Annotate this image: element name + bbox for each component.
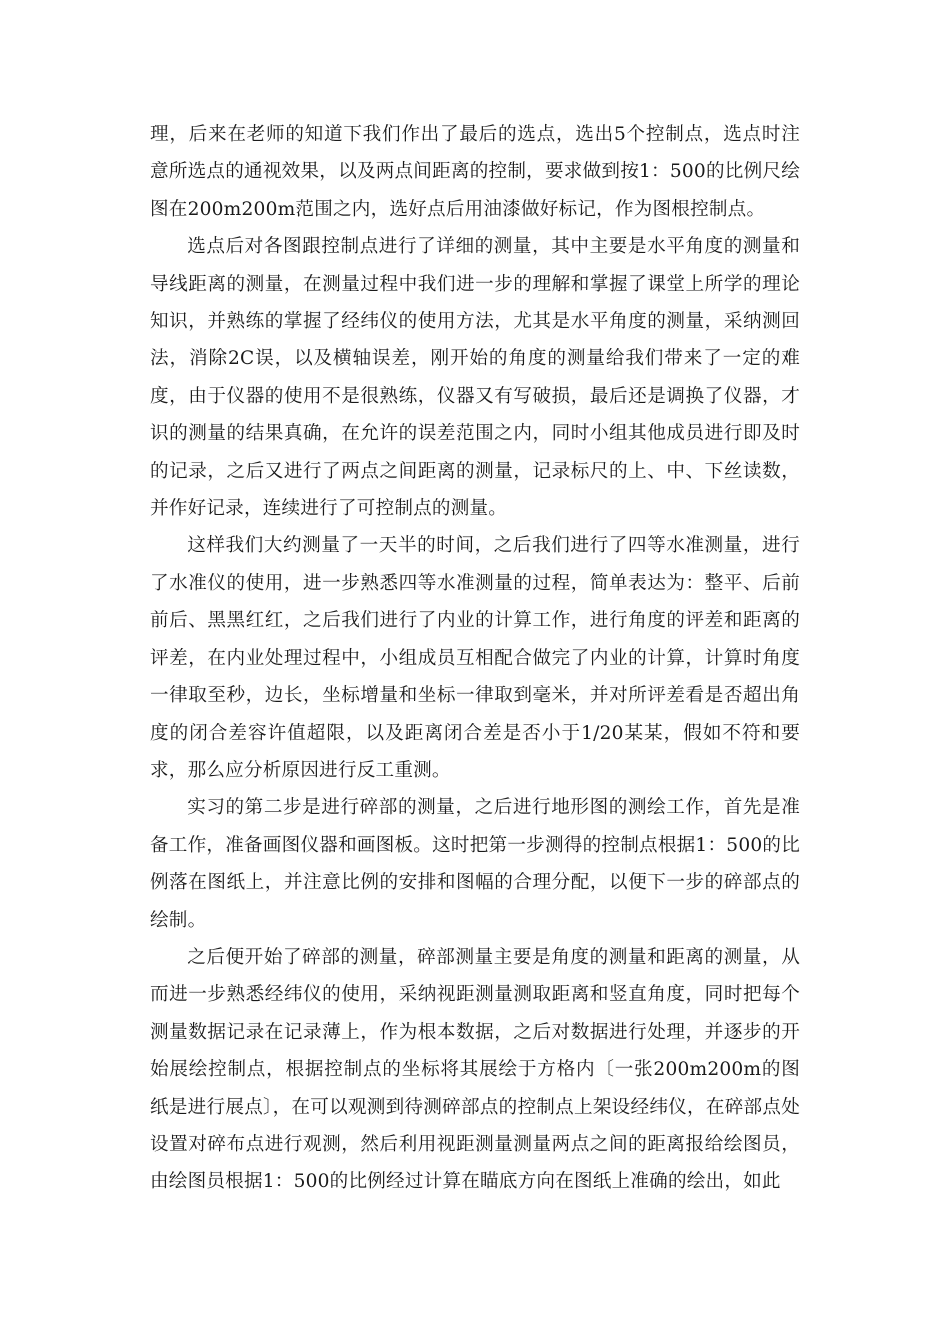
paragraph-3: 这样我们大约测量了一天半的时间，之后我们进行了四等水准测量，进行了水准仪的使用，进一步熟悉四等水准测量的过程，简单表达为：整平、后前前后、黑黑红红，之后我们进行了内业的计算工作，进行角度的评差和距离的评差，在内业处理过程中，小组成员互相配合做完了内业的计算，计算时角度一律取至秒，边长，坐标增量和坐标一律取到毫米，并对所评差看是否超出角度的闭合差容许值超限，以及距离闭合差是否小于1/20某某，假如不符和要求，那么应分析原因进行反工重测。: [150, 535, 800, 781]
paragraph-1: 理，后来在老师的知道下我们作出了最后的选点，选出5个控制点，选点时注意所选点的通视效果，以及两点间距离的控制，要求做到按1：500的比例尺绘图在200m200m范围之内，选好点后用油漆做好标记，作为图根控制点。: [150, 124, 800, 220]
paragraph-5: 之后便开始了碎部的测量，碎部测量主要是角度的测量和距离的测量，从而进一步熟悉经纬仪的使用，采纳视距测量测取距离和竖直角度，同时把每个测量数据记录在记录薄上，作为根本数据，之后对数据进行处理，并逐步的开始展绘控制点，根据控制点的坐标将其展绘于方格内〔一张200m200m的图纸是进行展点〕，在可以观测到待测碎部点的控制点上架设经纬仪，在碎部点处设置对碎布点进行观测，然后利用视距测量测量两点之间的距离报给绘图员，由绘图员根据1：500的比例经过计算在瞄底方向在图纸上准确的绘出，如此: [150, 946, 800, 1193]
paragraph-4: 实习的第二步是进行碎部的测量，之后进行地形图的测绘工作，首先是准备工作，准备画图仪器和画图板。这时把第一步测得的控制点根据1：500的比例落在图纸上，并注意比例的安排和图幅的合理分配，以便下一步的碎部点的绘制。: [150, 797, 800, 931]
paragraph-2: 选点后对各图跟控制点进行了详细的测量，其中主要是水平角度的测量和导线距离的测量，在测量过程中我们进一步的理解和掌握了课堂上所学的理论知识，并熟练的掌握了经纬仪的使用方法，尤其是水平角度的测量，采纳测回法，消除2C误，以及横轴误差，刚开始的角度的测量给我们带来了一定的难度，由于仪器的使用不是很熟练，仪器又有写破损，最后还是调换了仪器，才识的测量的结果真确，在允许的误差范围之内，同时小组其他成员进行即及时的记录，之后又进行了两点之间距离的测量，记录标尺的上、中、下丝读数，并作好记录，连续进行了可控制点的测量。: [150, 236, 800, 520]
